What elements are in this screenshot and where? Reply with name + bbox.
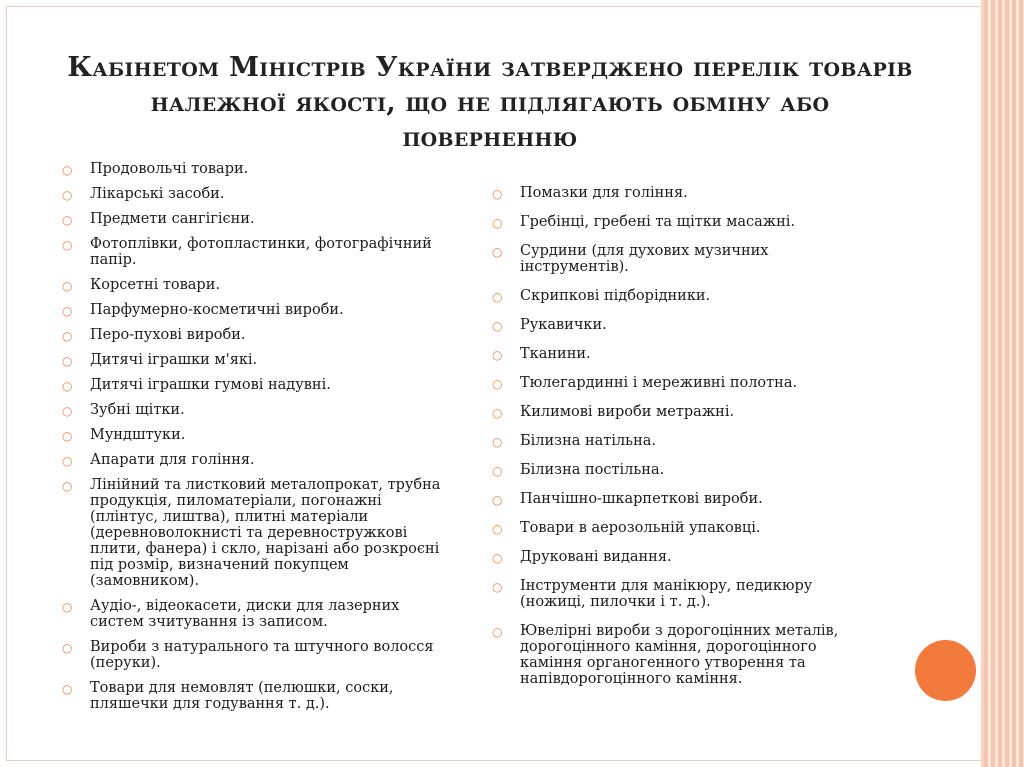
list-item (62, 211, 442, 227)
list-item-text: Дитячі іграшки м'які. (90, 352, 258, 368)
list-item-text: Товари в аерозольній упаковці. (520, 520, 761, 536)
list-item (492, 623, 872, 687)
list-item (62, 477, 442, 589)
bullet-circle-icon: ○ (62, 682, 73, 696)
list-item-text: Друковані видання. (520, 549, 672, 565)
list-item (62, 327, 442, 343)
list-item-text: Гребінці, гребені та щітки масажні. (520, 214, 796, 230)
list-item-text: Мундштуки. (90, 427, 186, 443)
list-item-text: Зубні щітки. (90, 402, 185, 418)
list-item (62, 452, 442, 468)
list-item (62, 598, 442, 630)
right-bullet-list (492, 185, 872, 700)
left-bullet-list (62, 161, 442, 721)
list-item-text: Інструменти для манікюру, педикюру (ножиці, пилочки і т. д.). (520, 578, 813, 610)
list-item (62, 639, 442, 671)
bullet-circle-icon: ○ (492, 216, 503, 230)
list-item-text: Предмети сангігієни. (90, 211, 255, 227)
list-item-text: Апарати для гоління. (90, 452, 255, 468)
list-item-text: Корсетні товари. (90, 277, 220, 293)
list-item-text: Парфумерно-косметичні вироби. (90, 302, 344, 318)
bullet-circle-icon: ○ (62, 329, 73, 343)
list-item-text: Скрипкові підборідники. (520, 288, 711, 304)
list-item-text: Лікарські засоби. (90, 186, 225, 202)
bullet-circle-icon: ○ (492, 435, 503, 449)
list-item-text: Ювелірні вироби з дорогоцінних металів, дорогоцінного каміння, дорогоцінного каміння органогенного утворення та напівдорогоцінного каміння. (520, 623, 839, 687)
bullet-circle-icon: ○ (492, 377, 503, 391)
bullet-circle-icon: ○ (62, 479, 73, 493)
list-item-text: Тюлегардинні і мереживні полотна. (520, 375, 798, 391)
bullet-circle-icon: ○ (62, 279, 73, 293)
list-item (62, 277, 442, 293)
bullet-circle-icon: ○ (62, 188, 73, 202)
list-item (62, 377, 442, 393)
list-item (492, 346, 872, 362)
list-item-text: Сурдини (для духових музичних інструментів). (520, 243, 769, 275)
bullet-circle-icon: ○ (62, 641, 73, 655)
list-item (492, 578, 872, 610)
bullet-circle-icon: ○ (62, 379, 73, 393)
list-item (492, 375, 872, 391)
bullet-circle-icon: ○ (62, 429, 73, 443)
list-item-text: Продовольчі товари. (90, 161, 249, 177)
list-item (62, 186, 442, 202)
bullet-circle-icon: ○ (62, 304, 73, 318)
list-item-text: Вироби з натурального та штучного волосся (перуки). (90, 639, 434, 671)
bullet-circle-icon: ○ (492, 464, 503, 478)
list-item (492, 549, 872, 565)
list-item (492, 404, 872, 420)
list-item-text: Аудіо-, відеокасети, диски для лазерних систем зчитування із записом. (90, 598, 400, 630)
bullet-circle-icon: ○ (492, 245, 503, 259)
list-item-text: Лінійний та листковий металопрокат, трубна продукція, пиломатеріали, погонажні (плінтус, лиштва), плитні матеріали (деревноволокнисті та деревностружкові плити, фанера) і скло, нарізані або розкроєні під розмір, визначений покупцем (замовником). (90, 477, 441, 589)
bullet-circle-icon: ○ (492, 580, 503, 594)
bullet-circle-icon: ○ (492, 348, 503, 362)
list-item (62, 236, 442, 268)
list-item-text: Білизна натільна. (520, 433, 656, 449)
decorative-stripes (984, 0, 1024, 767)
list-item (492, 462, 872, 478)
list-item (492, 288, 872, 304)
slide-title: Кабінетом Міністрів України затверджено перелік товарів належної якості, що не підлягають обміну або поверненню (67, 52, 913, 153)
list-item (62, 427, 442, 443)
list-item-text: Панчішно-шкарпеткові вироби. (520, 491, 763, 507)
bullet-circle-icon: ○ (62, 600, 73, 614)
bullet-circle-icon: ○ (62, 454, 73, 468)
list-item-text: Білизна постільна. (520, 462, 665, 478)
list-item (492, 243, 872, 275)
list-item (62, 680, 442, 712)
bullet-circle-icon: ○ (62, 354, 73, 368)
list-item-text: Рукавички. (520, 317, 607, 333)
list-item (492, 520, 872, 536)
list-item-text: Помазки для гоління. (520, 185, 688, 201)
bullet-circle-icon: ○ (62, 213, 73, 227)
decorative-orange-circle (915, 640, 976, 701)
list-item (62, 402, 442, 418)
list-item (492, 214, 872, 230)
list-item-text: Дитячі іграшки гумові надувні. (90, 377, 331, 393)
list-item-text: Перо-пухові вироби. (90, 327, 246, 343)
list-item (62, 302, 442, 318)
list-item-text: Фотоплівки, фотопластинки, фотографічний папір. (90, 236, 432, 268)
bullet-circle-icon: ○ (62, 238, 73, 252)
bullet-circle-icon: ○ (492, 625, 503, 639)
bullet-circle-icon: ○ (492, 551, 503, 565)
list-item-text: Тканини. (520, 346, 591, 362)
bullet-circle-icon: ○ (62, 404, 73, 418)
bullet-circle-icon: ○ (492, 406, 503, 420)
list-item (62, 161, 442, 177)
bullet-circle-icon: ○ (62, 163, 73, 177)
bullet-circle-icon: ○ (492, 290, 503, 304)
list-item (492, 491, 872, 507)
list-item-text: Товари для немовлят (пелюшки, соски, пляшечки для годування т. д.). (90, 680, 394, 712)
list-item (492, 317, 872, 333)
bullet-circle-icon: ○ (492, 493, 503, 507)
bullet-circle-icon: ○ (492, 187, 503, 201)
list-item-text: Килимові вироби метражні. (520, 404, 735, 420)
bullet-circle-icon: ○ (492, 319, 503, 333)
bullet-circle-icon: ○ (492, 522, 503, 536)
list-item (62, 352, 442, 368)
list-item (492, 185, 872, 201)
list-item (492, 433, 872, 449)
